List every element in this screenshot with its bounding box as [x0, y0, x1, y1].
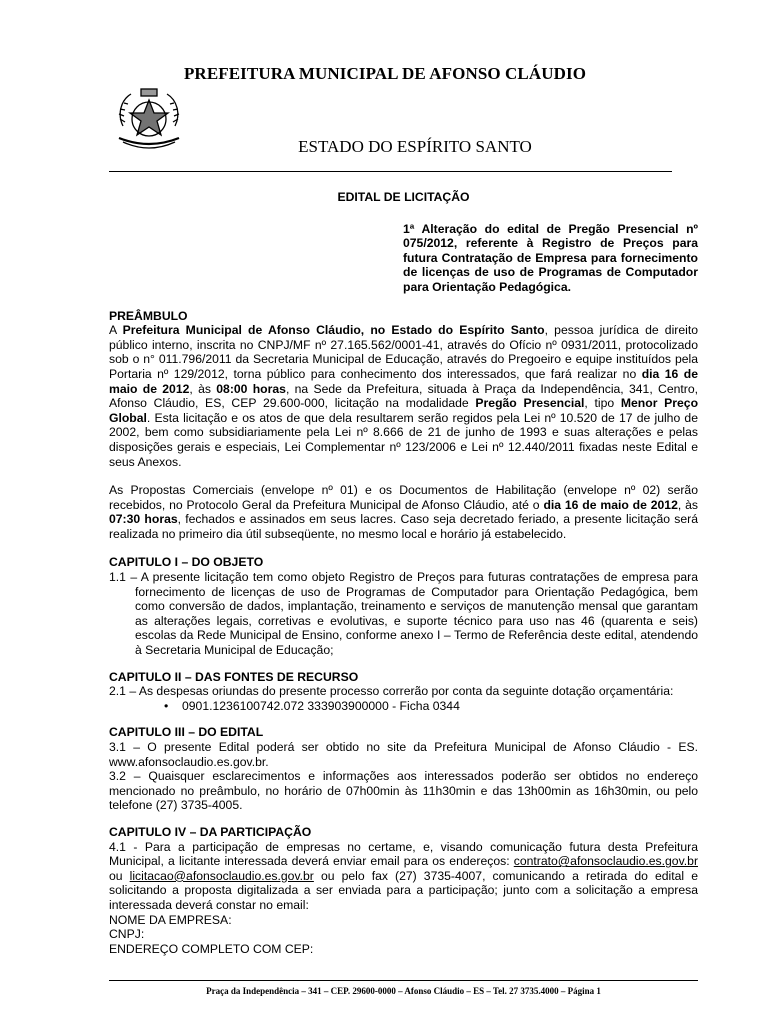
header-divider — [109, 171, 672, 172]
preambulo-heading: PREÂMBULO — [109, 308, 188, 323]
chapter-4-item: 4.1 - Para a participação de empresas no certame, e, visando comunicação futura desta Prefeitura Municipal, a licitante interessada deverá enviar email para os endereços: contrato@afonsoclaudio.es.gov.br ou licitacao@afonsoclaudio.es.gov.br ou pelo fax (27) 3735-4007, comunicando a retirada do edital e solicitando a proposta digitalizada a ser enviada para a participação; junto com a solicitação a empresa interessada deverá constar no email: — [109, 839, 698, 912]
chapter-1-heading: CAPITULO I – DO OBJETO — [109, 555, 264, 570]
chapter-3-heading: CAPITULO III – DO EDITAL — [109, 725, 264, 740]
chapter-3-item-2: 3.2 – Quaisquer esclarecimentos e informações aos interessados poderão ser obtidos no endereço mencionado no preâmbulo, no horário de 07h00min às 11h30min e das 13h00min as 16h30min, ou pelo telefone (27) 3735-4005. — [109, 769, 698, 813]
summary-text: 1ª Alteração do edital de Pregão Presencial nº 075/2012, referente à Registro de Preços para futura Contratação de Empresa para fornecimento de licenças de uso de Programas de Computador para Orientação Pedagógica. — [403, 221, 698, 294]
required-field-address: ENDEREÇO COMPLETO COM CEP: — [109, 941, 314, 956]
preambulo-paragraph-1: A Prefeitura Municipal de Afonso Cláudio, no Estado do Espírito Santo, pessoa jurídica de direito público interno, inscrita no CNPJ/MF nº 27.165.562/0001-41, através do Ofício nº 0931/2011, protocolizado sob o n° 011.796/2011 da Secretaria Municipal de Educação, através do Pregoeiro e equipe instituídos pela Portaria nº 129/2012, torna público para conhecimento dos interessados, que fará realizar no dia 16 de maio de 2012, às 08:00 horas, na Sede da Prefeitura, situada à Praça da Independência, 341, Centro, Afonso Cláudio, ES, CEP 29.600-000, licitação na modalidade Pregão Presencial, tipo Menor Preço Global. Esta licitação e os atos de que dela resultarem serão regidos pela Lei nº 10.520 de 17 de julho de 2002, bem como subsidiariamente pela Lei nº 8.666 de 21 de junho de 1993 e suas alterações e pelas disposições gerais e especiais, Lei Complementar nº 123/2006 e Lei nº 12.440/2011 fixadas neste Edital e seus Anexos. — [109, 323, 699, 469]
chapter-1-item: 1.1 – A presente licitação tem como objeto Registro de Preços para futuras contratações de empresa para fornecimento de licenças de uso de Programas de Computador para Orientação Pedagógica, bem como conversão de dados, implantação, treinamento e serviços de manutenção mensal que garantam as alterações legais, corretivas e evolutivas, e suporte técnico para uso nas 46 (quarenta e seis) escolas da Rede Municipal de Ensino, conforme anexo I – Termo de Referência deste edital, atendendo à Secretaria Municipal de Educação; — [109, 570, 698, 658]
required-field-company: NOME DA EMPRESA: — [109, 912, 232, 927]
document-title: EDITAL DE LICITAÇÃO — [337, 190, 470, 204]
footer-divider — [109, 980, 698, 981]
page-title: PREFEITURA MUNICIPAL DE AFONSO CLÁUDIO — [183, 64, 587, 83]
budget-line-item: • 0901.1236100742.072 333903900000 - Ficha 0344 — [109, 699, 698, 714]
document-body — [109, 190, 698, 956]
preambulo-paragraph-2: As Propostas Comerciais (envelope nº 01) e os Documentos de Habilitação (envelope nº 02) serão recebidos, no Protocolo Geral da Prefeitura Municipal de Afonso Cláudio, até o dia 16 de maio de 2012, às 07:30 horas, fechados e assinados em seus lacres. Caso seja decretado feriado, a presente licitação será realizada no primeiro dia útil subseqüente, no mesmo local e horário já estabelecido. — [109, 483, 698, 541]
state-heading: ESTADO DO ESPÍRITO SANTO — [298, 137, 532, 156]
chapter-2-heading: CAPITULO II – DAS FONTES DE RECURSO — [109, 669, 359, 684]
chapter-3-item-1: 3.1 – O presente Edital poderá ser obtido no site da Prefeitura Municipal de Afonso Cláudio - ES. www.afonsoclaudio.es.gov.br. — [109, 740, 698, 769]
page-footer: Praça da Independência – 341 – CEP. 29600-0000 – Afonso Cláudio – ES – Tel. 27 3735.4000 – Página 1 — [206, 986, 601, 996]
contract-email-link[interactable]: contrato@afonsoclaudio.es.gov.br — [513, 854, 698, 869]
bidding-email-link[interactable]: licitacao@afonsoclaudio.es.gov.br — [129, 868, 314, 883]
chapter-4-heading: CAPITULO IV – DA PARTICIPAÇÃO — [109, 824, 312, 839]
chapter-2-item: 2.1 – As despesas oriundas do presente processo correrão por conta da seguinte dotação orçamentária: — [109, 684, 674, 699]
required-field-cnpj: CNPJ: — [109, 927, 145, 942]
summary-box — [403, 222, 698, 295]
